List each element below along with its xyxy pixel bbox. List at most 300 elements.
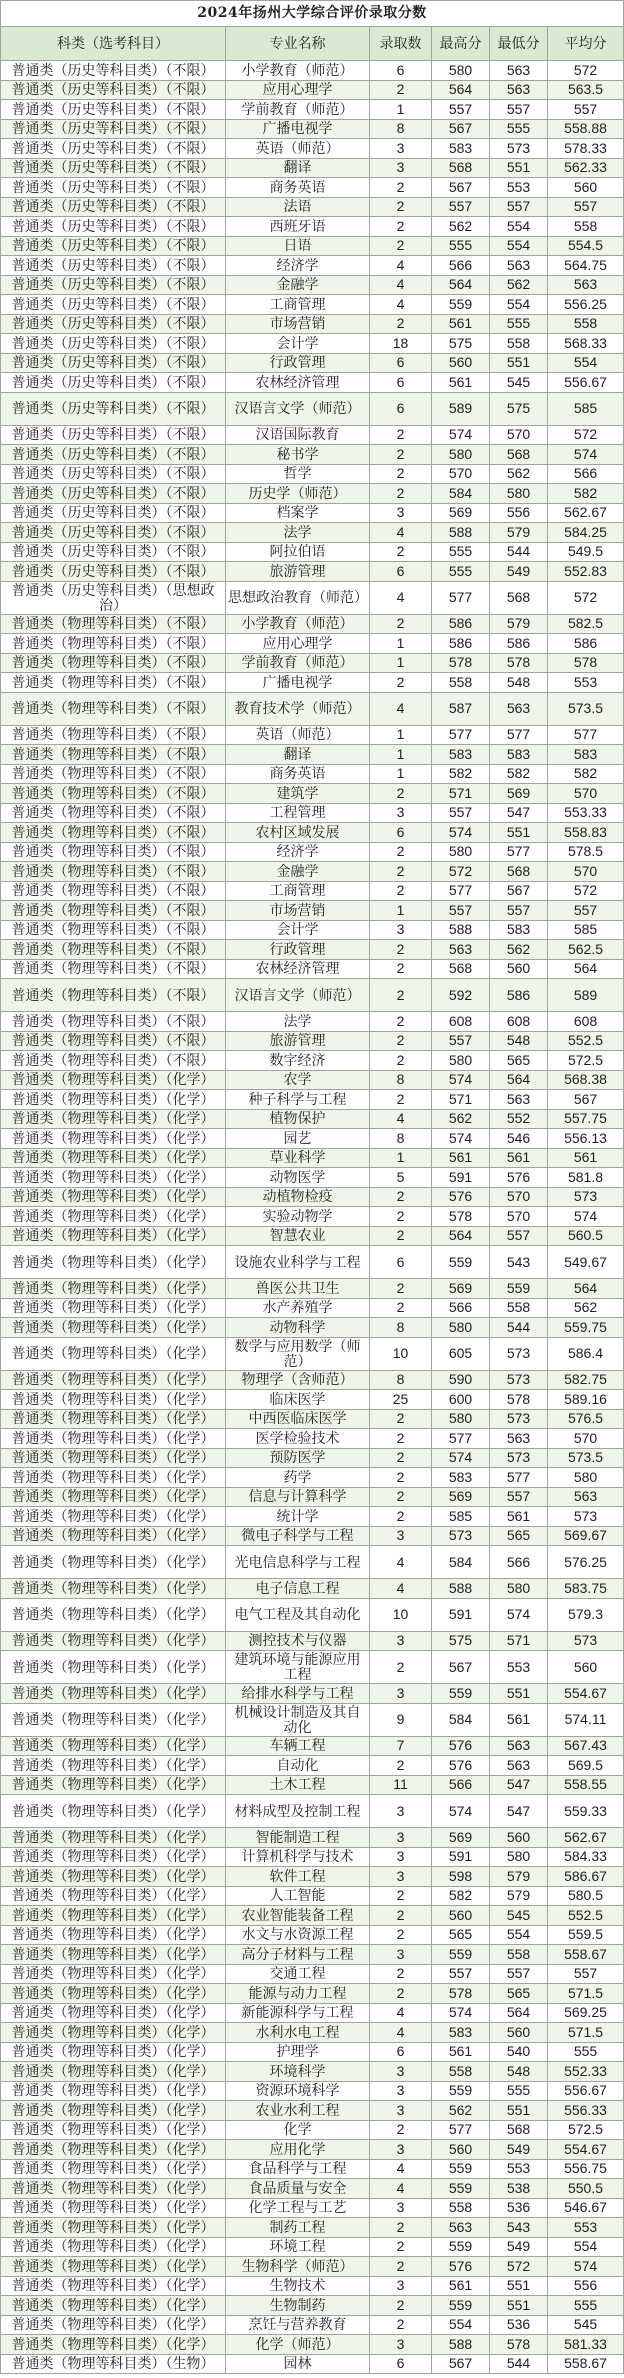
min-score-cell: 548 [490, 2062, 548, 2082]
min-score-cell: 575 [490, 392, 548, 425]
category-cell: 普通类（物理等科目类）（不限） [1, 634, 226, 654]
category-cell: 普通类（历史等科目类）（不限） [1, 503, 226, 523]
min-score-cell: 579 [490, 614, 548, 634]
table-row [1, 784, 624, 804]
max-score-cell: 584 [432, 1703, 490, 1736]
avg-score-cell: 561 [548, 1148, 624, 1168]
avg-score-cell: 574 [548, 1207, 624, 1227]
max-score-cell: 560 [432, 1906, 490, 1926]
avg-score-cell: 572.5 [548, 2120, 624, 2140]
table-row [1, 959, 624, 979]
table-row [1, 100, 624, 120]
max-score-cell: 588 [432, 920, 490, 940]
min-score-cell: 580 [490, 1579, 548, 1599]
admitted-count-cell: 4 [370, 2159, 432, 2179]
avg-score-cell: 574 [548, 445, 624, 465]
avg-score-cell: 585 [548, 392, 624, 425]
category-cell: 普通类（历史等科目类）（不限） [1, 295, 226, 315]
category-cell: 普通类（历史等科目类）（不限） [1, 197, 226, 217]
max-score-cell: 563 [432, 940, 490, 960]
major-cell: 电子信息工程 [226, 1579, 370, 1599]
min-score-cell: 565 [490, 1984, 548, 2004]
column-header-max-score: 最高分 [432, 27, 490, 61]
column-header-avg-score: 平均分 [548, 27, 624, 61]
avg-score-cell: 553 [548, 673, 624, 693]
category-cell: 普通类（物理等科目类）（不限） [1, 673, 226, 693]
category-cell: 普通类（物理等科目类）（化学） [1, 2101, 226, 2121]
major-cell: 物理学（含师范） [226, 1370, 370, 1390]
avg-score-cell: 582 [548, 764, 624, 784]
admitted-count-cell: 4 [370, 295, 432, 315]
category-cell: 普通类（物理等科目类）（化学） [1, 2140, 226, 2160]
min-score-cell: 563 [490, 1756, 548, 1776]
max-score-cell: 580 [432, 1409, 490, 1429]
admitted-count-cell: 6 [370, 562, 432, 582]
max-score-cell: 583 [432, 2023, 490, 2043]
category-cell: 普通类（物理等科目类）（化学） [1, 1370, 226, 1390]
max-score-cell: 576 [432, 2257, 490, 2277]
table-row [1, 1109, 624, 1129]
max-score-cell: 559 [432, 1684, 490, 1704]
min-score-cell: 579 [490, 1886, 548, 1906]
avg-score-cell: 558.55 [548, 1775, 624, 1795]
table-row [1, 1795, 624, 1828]
avg-score-cell: 586 [548, 634, 624, 654]
category-cell: 普通类（历史等科目类）（不限） [1, 445, 226, 465]
table-row [1, 1051, 624, 1071]
avg-score-cell: 557 [548, 197, 624, 217]
table-row [1, 61, 624, 81]
table-row [1, 1318, 624, 1338]
major-cell: 统计学 [226, 1507, 370, 1527]
table-row [1, 1168, 624, 1188]
table-row [1, 2315, 624, 2335]
major-cell: 行政管理 [226, 940, 370, 960]
admitted-count-cell: 1 [370, 745, 432, 765]
max-score-cell: 576 [432, 1756, 490, 1776]
avg-score-cell: 556.33 [548, 2101, 624, 2121]
major-cell: 汉语言文学（师范） [226, 392, 370, 425]
min-score-cell: 557 [490, 100, 548, 120]
avg-score-cell: 569.25 [548, 2003, 624, 2023]
avg-score-cell: 550.5 [548, 2179, 624, 2199]
admitted-count-cell: 2 [370, 314, 432, 334]
table-row [1, 653, 624, 673]
avg-score-cell: 582.75 [548, 1370, 624, 1390]
major-cell: 高分子材料与工程 [226, 1945, 370, 1965]
major-cell: 能源与动力工程 [226, 1984, 370, 2004]
avg-score-cell: 554 [548, 353, 624, 373]
category-cell: 普通类（物理等科目类）（化学） [1, 2062, 226, 2082]
table-row [1, 1925, 624, 1945]
category-cell: 普通类（物理等科目类）（化学） [1, 1487, 226, 1507]
admitted-count-cell: 6 [370, 61, 432, 81]
avg-score-cell: 574.11 [548, 1703, 624, 1736]
major-cell: 商务英语 [226, 764, 370, 784]
major-cell: 生物科学（师范） [226, 2257, 370, 2277]
table-row [1, 425, 624, 445]
avg-score-cell: 562.5 [548, 940, 624, 960]
avg-score-cell: 556.67 [548, 2081, 624, 2101]
avg-score-cell: 583.75 [548, 1579, 624, 1599]
category-cell: 普通类（物理等科目类）（化学） [1, 1187, 226, 1207]
avg-score-cell: 589 [548, 979, 624, 1012]
min-score-cell: 557 [490, 901, 548, 921]
min-score-cell: 543 [490, 1246, 548, 1279]
category-cell: 普通类（历史等科目类）（不限） [1, 542, 226, 562]
category-cell: 普通类（物理等科目类）（化学） [1, 1207, 226, 1227]
min-score-cell: 555 [490, 2081, 548, 2101]
major-cell: 智能制造工程 [226, 1828, 370, 1848]
major-cell: 法学 [226, 1012, 370, 1032]
admitted-count-cell: 1 [370, 100, 432, 120]
avg-score-cell: 552.33 [548, 2062, 624, 2082]
admitted-count-cell: 2 [370, 445, 432, 465]
admitted-count-cell: 2 [370, 1925, 432, 1945]
avg-score-cell: 557 [548, 1964, 624, 1984]
avg-score-cell: 569.67 [548, 1526, 624, 1546]
avg-score-cell: 578.33 [548, 139, 624, 159]
table-row [1, 2335, 624, 2355]
max-score-cell: 574 [432, 2003, 490, 2023]
major-cell: 设施农业科学与工程 [226, 1246, 370, 1279]
major-cell: 工程管理 [226, 803, 370, 823]
max-score-cell: 574 [432, 1795, 490, 1828]
category-cell: 普通类（历史等科目类）（不限） [1, 523, 226, 543]
min-score-cell: 573 [490, 1409, 548, 1429]
table-row [1, 1090, 624, 1110]
min-score-cell: 569 [490, 784, 548, 804]
major-cell: 法语 [226, 197, 370, 217]
min-score-cell: 558 [490, 1945, 548, 1965]
header-row [1, 27, 624, 61]
major-cell: 汉语国际教育 [226, 425, 370, 445]
max-score-cell: 555 [432, 562, 490, 582]
admitted-count-cell: 4 [370, 2003, 432, 2023]
avg-score-cell: 580.5 [548, 1886, 624, 1906]
max-score-cell: 568 [432, 158, 490, 178]
category-cell: 普通类（物理等科目类）（化学） [1, 2179, 226, 2199]
avg-score-cell: 567.43 [548, 1736, 624, 1756]
major-cell: 机械设计制造及其自动化 [226, 1703, 370, 1736]
min-score-cell: 568 [490, 2120, 548, 2140]
admitted-count-cell: 2 [370, 959, 432, 979]
table-row [1, 2354, 624, 2374]
max-score-cell: 573 [432, 1526, 490, 1546]
major-cell: 实验动物学 [226, 1207, 370, 1227]
max-score-cell: 580 [432, 61, 490, 81]
category-cell: 普通类（物理等科目类）（化学） [1, 2159, 226, 2179]
admitted-count-cell: 2 [370, 1651, 432, 1684]
max-score-cell: 591 [432, 1168, 490, 1188]
avg-score-cell: 562.67 [548, 1828, 624, 1848]
max-score-cell: 591 [432, 1847, 490, 1867]
max-score-cell: 565 [432, 1925, 490, 1945]
major-cell: 工商管理 [226, 881, 370, 901]
max-score-cell: 554 [432, 2315, 490, 2335]
admitted-count-cell: 2 [370, 1756, 432, 1776]
max-score-cell: 582 [432, 764, 490, 784]
min-score-cell: 557 [490, 197, 548, 217]
admitted-count-cell: 2 [370, 862, 432, 882]
max-score-cell: 567 [432, 1651, 490, 1684]
admitted-count-cell: 3 [370, 1847, 432, 1867]
min-score-cell: 577 [490, 842, 548, 862]
avg-score-cell: 555 [548, 2042, 624, 2062]
max-score-cell: 584 [432, 1546, 490, 1579]
category-cell: 普通类（物理等科目类）（化学） [1, 1651, 226, 1684]
table-row [1, 119, 624, 139]
admitted-count-cell: 2 [370, 784, 432, 804]
avg-score-cell: 555 [548, 2296, 624, 2316]
category-cell: 普通类（物理等科目类）（化学） [1, 2120, 226, 2140]
admitted-count-cell: 2 [370, 842, 432, 862]
admitted-count-cell: 6 [370, 823, 432, 843]
max-score-cell: 578 [432, 653, 490, 673]
major-cell: 生物技术 [226, 2276, 370, 2296]
major-cell: 化学工程与工艺 [226, 2198, 370, 2218]
table-row [1, 1487, 624, 1507]
admitted-count-cell: 3 [370, 1867, 432, 1887]
min-score-cell: 563 [490, 1090, 548, 1110]
avg-score-cell: 563 [548, 275, 624, 295]
category-cell: 普通类（物理等科目类）（化学） [1, 1775, 226, 1795]
category-cell: 普通类（历史等科目类）（不限） [1, 373, 226, 393]
min-score-cell: 551 [490, 353, 548, 373]
min-score-cell: 551 [490, 158, 548, 178]
major-cell: 光电信息科学与工程 [226, 1546, 370, 1579]
avg-score-cell: 576.5 [548, 1409, 624, 1429]
admitted-count-cell: 10 [370, 1598, 432, 1631]
category-cell: 普通类（物理等科目类）（化学） [1, 1828, 226, 1848]
major-cell: 思想政治教育（师范） [226, 581, 370, 614]
avg-score-cell: 560.5 [548, 1226, 624, 1246]
major-cell: 信息与计算科学 [226, 1487, 370, 1507]
min-score-cell: 563 [490, 61, 548, 81]
max-score-cell: 583 [432, 745, 490, 765]
max-score-cell: 571 [432, 784, 490, 804]
max-score-cell: 577 [432, 725, 490, 745]
table-row [1, 823, 624, 843]
admitted-count-cell: 4 [370, 581, 432, 614]
table-row [1, 2140, 624, 2160]
min-score-cell: 551 [490, 1684, 548, 1704]
min-score-cell: 554 [490, 295, 548, 315]
admitted-count-cell: 2 [370, 1468, 432, 1488]
max-score-cell: 598 [432, 1867, 490, 1887]
major-cell: 车辆工程 [226, 1736, 370, 1756]
min-score-cell: 545 [490, 1906, 548, 1926]
min-score-cell: 555 [490, 119, 548, 139]
avg-score-cell: 557.75 [548, 1109, 624, 1129]
major-cell: 经济学 [226, 256, 370, 276]
category-cell: 普通类（历史等科目类）（不限） [1, 425, 226, 445]
table-row [1, 1148, 624, 1168]
major-cell: 英语（师范） [226, 139, 370, 159]
max-score-cell: 557 [432, 1964, 490, 1984]
admitted-count-cell: 2 [370, 236, 432, 256]
max-score-cell: 564 [432, 80, 490, 100]
avg-score-cell: 584.25 [548, 523, 624, 543]
table-row [1, 1828, 624, 1848]
admitted-count-cell: 4 [370, 275, 432, 295]
admitted-count-cell: 8 [370, 1070, 432, 1090]
category-cell: 普通类（物理等科目类）（不限） [1, 862, 226, 882]
table-row [1, 503, 624, 523]
admitted-count-cell: 2 [370, 2315, 432, 2335]
admitted-count-cell: 2 [370, 940, 432, 960]
admitted-count-cell: 4 [370, 1546, 432, 1579]
min-score-cell: 563 [490, 692, 548, 725]
min-score-cell: 565 [490, 1526, 548, 1546]
min-score-cell: 560 [490, 959, 548, 979]
table-row [1, 725, 624, 745]
table-row [1, 1226, 624, 1246]
max-score-cell: 591 [432, 1598, 490, 1631]
admitted-count-cell: 1 [370, 725, 432, 745]
table-row [1, 979, 624, 1012]
admitted-count-cell: 4 [370, 256, 432, 276]
category-cell: 普通类（物理等科目类）（不限） [1, 940, 226, 960]
max-score-cell: 569 [432, 1487, 490, 1507]
category-cell: 普通类（物理等科目类）（化学） [1, 1984, 226, 2004]
avg-score-cell: 562.33 [548, 158, 624, 178]
min-score-cell: 538 [490, 2179, 548, 2199]
column-header-admitted: 录取数 [370, 27, 432, 61]
admitted-count-cell: 2 [370, 979, 432, 1012]
table-row [1, 1847, 624, 1867]
table-row [1, 673, 624, 693]
min-score-cell: 554 [490, 1925, 548, 1945]
min-score-cell: 568 [490, 445, 548, 465]
admitted-count-cell: 2 [370, 1984, 432, 2004]
max-score-cell: 558 [432, 2062, 490, 2082]
table-row [1, 1756, 624, 1776]
table-row [1, 1129, 624, 1149]
category-cell: 普通类（物理等科目类）（不限） [1, 1012, 226, 1032]
table-row [1, 295, 624, 315]
category-cell: 普通类（历史等科目类）（不限） [1, 80, 226, 100]
table-row [1, 2296, 624, 2316]
max-score-cell: 566 [432, 256, 490, 276]
table-row [1, 2218, 624, 2238]
avg-score-cell: 583 [548, 745, 624, 765]
table-row [1, 236, 624, 256]
category-cell: 普通类（历史等科目类）（不限） [1, 353, 226, 373]
admitted-count-cell: 2 [370, 1279, 432, 1299]
category-cell: 普通类（物理等科目类）（不限） [1, 920, 226, 940]
avg-score-cell: 560 [548, 1651, 624, 1684]
avg-score-cell: 571.5 [548, 2023, 624, 2043]
max-score-cell: 559 [432, 2081, 490, 2101]
table-row [1, 1984, 624, 2004]
min-score-cell: 573 [490, 1448, 548, 1468]
category-cell: 普通类（物理等科目类）（化学） [1, 1925, 226, 1945]
max-score-cell: 569 [432, 1279, 490, 1299]
table-row [1, 314, 624, 334]
major-cell: 自动化 [226, 1756, 370, 1776]
major-cell: 动植物检疫 [226, 1187, 370, 1207]
category-cell: 普通类（物理等科目类）（不限） [1, 745, 226, 765]
major-cell: 历史学（师范） [226, 484, 370, 504]
max-score-cell: 575 [432, 1631, 490, 1651]
avg-score-cell: 589.16 [548, 1390, 624, 1410]
min-score-cell: 583 [490, 920, 548, 940]
admitted-count-cell: 2 [370, 464, 432, 484]
table-row [1, 1187, 624, 1207]
major-cell: 环境工程 [226, 2237, 370, 2257]
max-score-cell: 582 [432, 1886, 490, 1906]
max-score-cell: 559 [432, 2237, 490, 2257]
avg-score-cell: 564 [548, 959, 624, 979]
category-cell: 普通类（物理等科目类）（化学） [1, 1390, 226, 1410]
table-row [1, 445, 624, 465]
avg-score-cell: 564.75 [548, 256, 624, 276]
max-score-cell: 567 [432, 2354, 490, 2374]
table-row [1, 2062, 624, 2082]
major-cell: 草业科学 [226, 1148, 370, 1168]
max-score-cell: 558 [432, 2198, 490, 2218]
min-score-cell: 554 [490, 217, 548, 237]
admitted-count-cell: 6 [370, 392, 432, 425]
max-score-cell: 574 [432, 823, 490, 843]
table-row [1, 1012, 624, 1032]
max-score-cell: 561 [432, 1148, 490, 1168]
category-cell: 普通类（历史等科目类）（不限） [1, 178, 226, 198]
table-row [1, 1945, 624, 1965]
avg-score-cell: 586.67 [548, 1867, 624, 1887]
major-cell: 小学教育（师范） [226, 614, 370, 634]
min-score-cell: 576 [490, 1168, 548, 1188]
min-score-cell: 547 [490, 1795, 548, 1828]
category-cell: 普通类（历史等科目类）（不限） [1, 256, 226, 276]
table-row [1, 940, 624, 960]
min-score-cell: 561 [490, 1507, 548, 1527]
max-score-cell: 574 [432, 425, 490, 445]
major-cell: 工商管理 [226, 295, 370, 315]
major-cell: 园林 [226, 2354, 370, 2374]
category-cell: 普通类（物理等科目类）（不限） [1, 901, 226, 921]
max-score-cell: 580 [432, 1318, 490, 1338]
min-score-cell: 570 [490, 1187, 548, 1207]
major-cell: 秘书学 [226, 445, 370, 465]
table-row [1, 1337, 624, 1370]
major-cell: 经济学 [226, 842, 370, 862]
major-cell: 翻译 [226, 158, 370, 178]
avg-score-cell: 579.3 [548, 1598, 624, 1631]
major-cell: 英语（师范） [226, 725, 370, 745]
admitted-count-cell: 2 [370, 1031, 432, 1051]
category-cell: 普通类（历史等科目类）（不限） [1, 275, 226, 295]
category-cell: 普通类（物理等科目类）（化学） [1, 1684, 226, 1704]
min-score-cell: 567 [490, 881, 548, 901]
table-row [1, 1298, 624, 1318]
major-cell: 护理学 [226, 2042, 370, 2062]
table-row [1, 2257, 624, 2277]
avg-score-cell: 558 [548, 217, 624, 237]
max-score-cell: 577 [432, 2120, 490, 2140]
admitted-count-cell: 2 [370, 484, 432, 504]
min-score-cell: 578 [490, 2335, 548, 2355]
min-score-cell: 557 [490, 1964, 548, 1984]
admitted-count-cell: 2 [370, 614, 432, 634]
table-row [1, 881, 624, 901]
category-cell: 普通类（历史等科目类）（不限） [1, 100, 226, 120]
table-row [1, 523, 624, 543]
major-cell: 生物制药 [226, 2296, 370, 2316]
max-score-cell: 559 [432, 1246, 490, 1279]
min-score-cell: 556 [490, 503, 548, 523]
